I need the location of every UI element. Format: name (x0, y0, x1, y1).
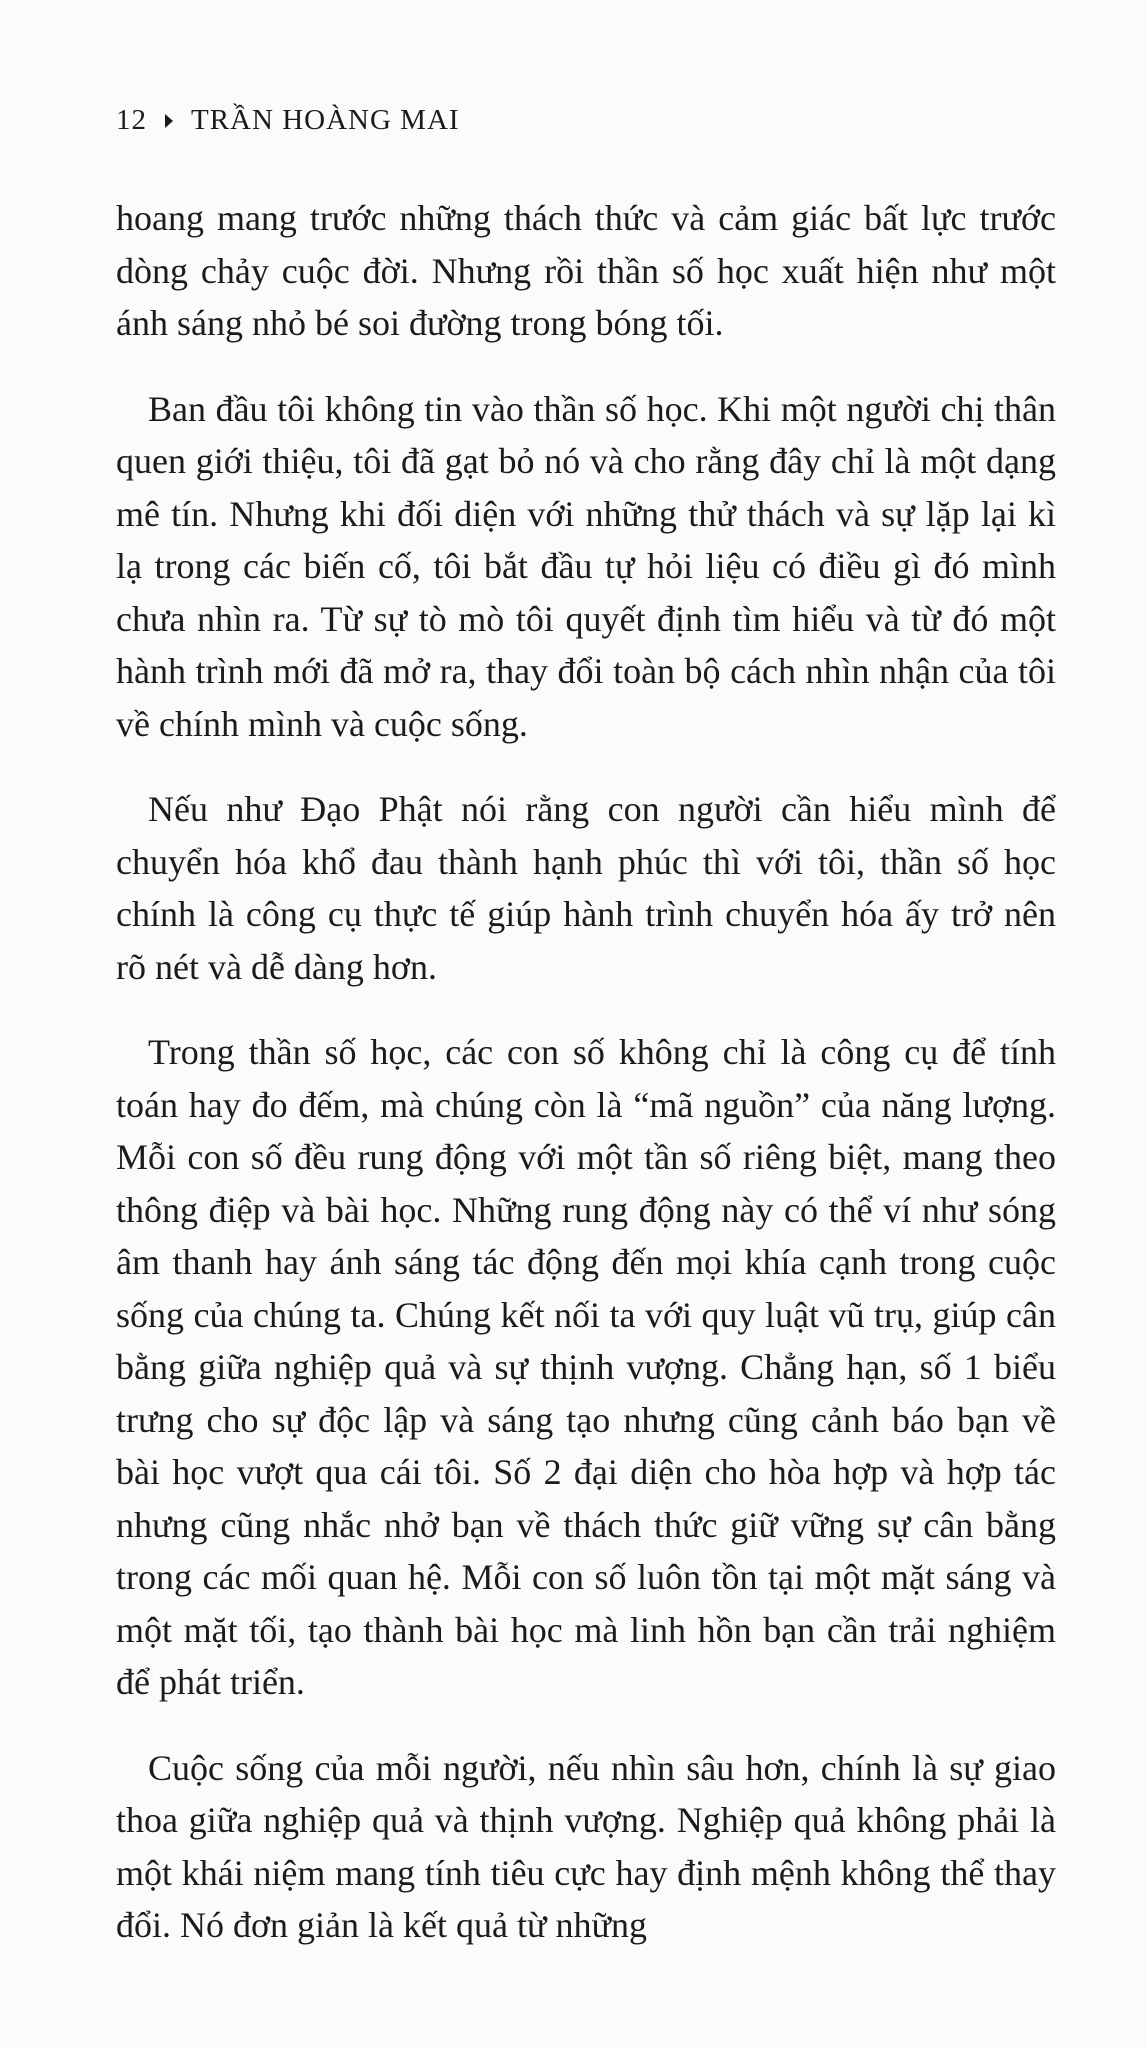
triangle-arrow-icon (165, 114, 173, 128)
paragraph-3: Nếu như Đạo Phật nói rằng con người cần hiểu mình để chuyển hóa khổ đau thành hạnh phúc thì với tôi, thần số học chính là công cụ thực tế giúp hành trình chuyển hóa ấy trở nên rõ nét và dễ dàng hơn. (116, 789, 1056, 987)
author-name: TRẦN HOÀNG MAI (191, 103, 460, 136)
paragraph-5: Cuộc sống của mỗi người, nếu nhìn sâu hơn, chính là sự giao thoa giữa nghiệp quả và thịnh vượng. Nghiệp quả không phải là một khái niệm mang tính tiêu cực hay định mệnh không thể thay đổi. Nó đơn giản là kết quả từ những (116, 1747, 1056, 1945)
page-number: 12 (116, 103, 147, 136)
running-head (116, 100, 460, 140)
paragraph-4: Trong thần số học, các con số không chỉ là công cụ để tính toán hay đo đếm, mà chúng còn là “mã nguồn” của năng lượng. Mỗi con số đều rung động với một tần số riêng biệt, mang theo thông điệp và bài học. Những rung động này có thể ví như sóng âm thanh hay ánh sáng tác động đến mọi khía cạnh trong cuộc sống của chúng ta. Chúng kết nối ta với quy luật vũ trụ, giúp cân bằng giữa nghiệp quả và sự thịnh vượng. Chẳng hạn, số 1 biểu trưng cho sự độc lập và sáng tạo nhưng cũng cảnh báo bạn về bài học vượt qua cái tôi. Số 2 đại diện cho hòa hợp và hợp tác nhưng cũng nhắc nhở bạn về thách thức giữ vững sự cân bằng trong các mối quan hệ. Mỗi con số luôn tồn tại một mặt sáng và một mặt tối, tạo thành bài học mà linh hồn bạn cần trải nghiệm để phát triển. (116, 1032, 1056, 1702)
paragraph-1: hoang mang trước những thách thức và cảm giác bất lực trước dòng chảy cuộc đời. Nhưng rồi thần số học xuất hiện như một ánh sáng nhỏ bé soi đường trong bóng tối. (116, 198, 1056, 343)
body-text (116, 192, 1056, 1985)
paragraph-2: Ban đầu tôi không tin vào thần số học. Khi một người chị thân quen giới thiệu, tôi đã gạt bỏ nó và cho rằng đây chỉ là một dạng mê tín. Nhưng khi đối diện với những thử thách và sự lặp lại kì lạ trong các biến cố, tôi bắt đầu tự hỏi liệu có điều gì đó mình chưa nhìn ra. Từ sự tò mò tôi quyết định tìm hiểu và từ đó một hành trình mới đã mở ra, thay đổi toàn bộ cách nhìn nhận của tôi về chính mình và cuộc sống. (116, 388, 1056, 744)
